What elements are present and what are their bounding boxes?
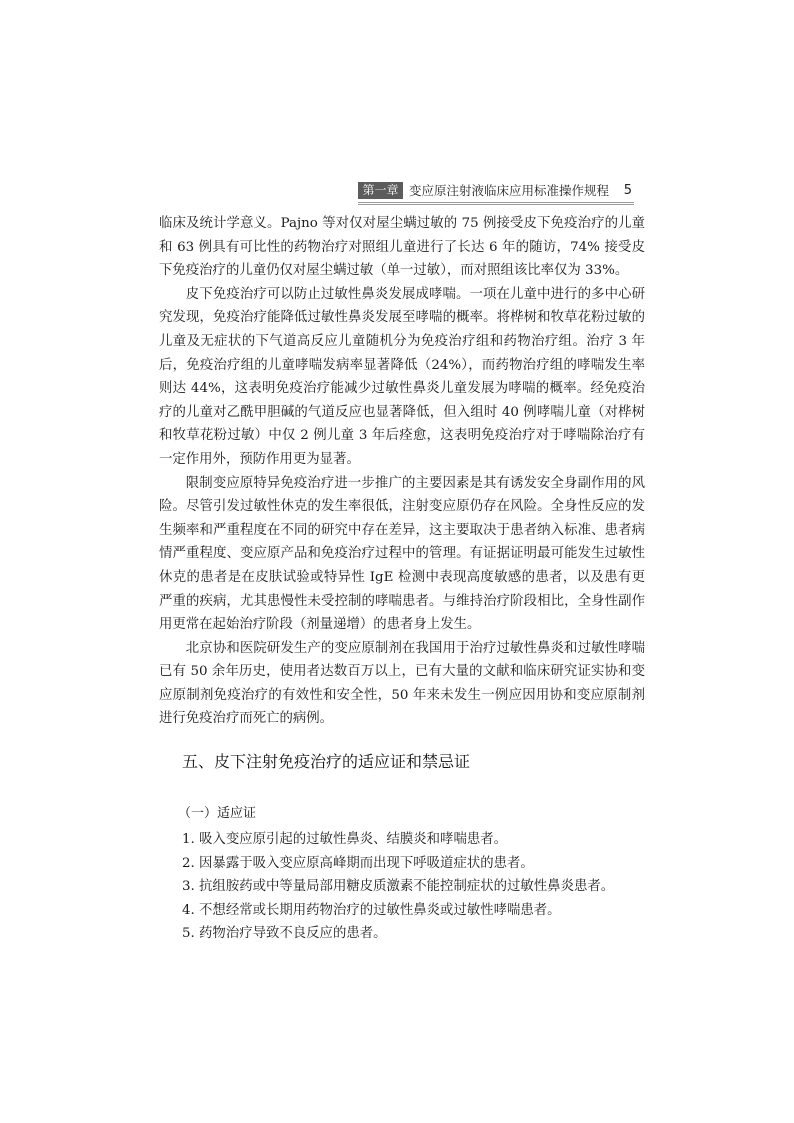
list-item: 2. 因暴露于吸入变应原高峰期而出现下呼吸道症状的患者。 [182, 855, 534, 871]
subsection-heading: （一）适应证 [178, 806, 257, 821]
chapter-tag: 第一章 [358, 182, 403, 199]
page-number: 5 [623, 183, 632, 198]
header-title: 变应原注射液临床应用标准操作规程 [409, 183, 610, 198]
header-rule [358, 202, 634, 205]
indication-list [182, 828, 645, 946]
list-item: 3. 抗组胺药或中等量局部用糖皮质激素不能控制症状的过敏性鼻炎患者。 [182, 879, 615, 895]
paragraph-continued: 临床及统计学意义。Pajno 等对仅对屋尘螨过敏的 75 例接受皮下免疫治疗的儿童和 63 例具有可比性的药物治疗对照组儿童进行了长达 6 年的随访，74% 接受皮下免疫治疗的儿童仍仅对屋尘螨过敏（单一过敏），而对照组该比率仅为 33%。 [159, 216, 645, 279]
paragraph: 北京协和医院研发生产的变应原制剂在我国用于治疗过敏性鼻炎和过敏性哮喘已有 50 余年历史，使用者达数百万以上，已有大量的文献和临床研究证实协和变应原制剂免疫治疗的有效性和安全性，50 年来未发生一例应因用协和变应原制剂进行免疫治疗而死亡的病例。 [159, 640, 645, 727]
running-header [358, 181, 632, 201]
paragraph: 限制变应原特异免疫治疗进一步推广的主要因素是其有诱发安全身副作用的风险。尽管引发过敏性休克的发生率很低，注射变应原仍存在风险。全身性反应的发生频率和严重程度在不同的研究中存在差异，这主要取决于患者纳入标准、患者病情严重程度、变应原产品和免疫治疗过程中的管理。有证据证明最可能发生过敏性休克的患者是在皮肤试验或特异性 IgE 检测中表现高度敏感的患者，以及患有更严重的疾病，尤其患慢性未受控制的哮喘患者。与维持治疗阶段相比，全身性副作用更常在起始治疗阶段（剂量递增）的患者身上发生。 [159, 475, 645, 633]
list-item: 4. 不想经常或长期用药物治疗的过敏性鼻炎或过敏性哮喘患者。 [182, 902, 561, 918]
body-text [159, 212, 645, 731]
section-heading: 五、皮下注射免疫治疗的适应证和禁忌证 [182, 752, 471, 771]
list-item: 5. 药物治疗导致不良反应的患者。 [182, 926, 387, 942]
paragraph: 皮下免疫治疗可以防止过敏性鼻炎发展成哮喘。一项在儿童中进行的多中心研究发现，免疫治疗能降低过敏性鼻炎发展至哮喘的概率。将桦树和牧草花粉过敏的儿童及无症状的下气道高反应儿童随机分为免疫治疗组和药物治疗组。治疗 3 年后，免疫治疗组的儿童哮喘发病率显著降低（24%），而药物治疗组的哮喘发生率则达 44%，这表明免疫治疗能减少过敏性鼻炎儿童发展为哮喘的概率。经免疫治疗的儿童对乙酰甲胆碱的气道反应也显著降低，但入组时 40 例哮喘儿童（对桦树和牧草花粉过敏）中仅 2 例儿童 3 年后痊愈，这表明免疫治疗对于哮喘除治疗有一定作用外，预防作用更为显著。 [159, 286, 645, 467]
list-item: 1. 吸入变应原引起的过敏性鼻炎、结膜炎和哮喘患者。 [182, 832, 508, 847]
